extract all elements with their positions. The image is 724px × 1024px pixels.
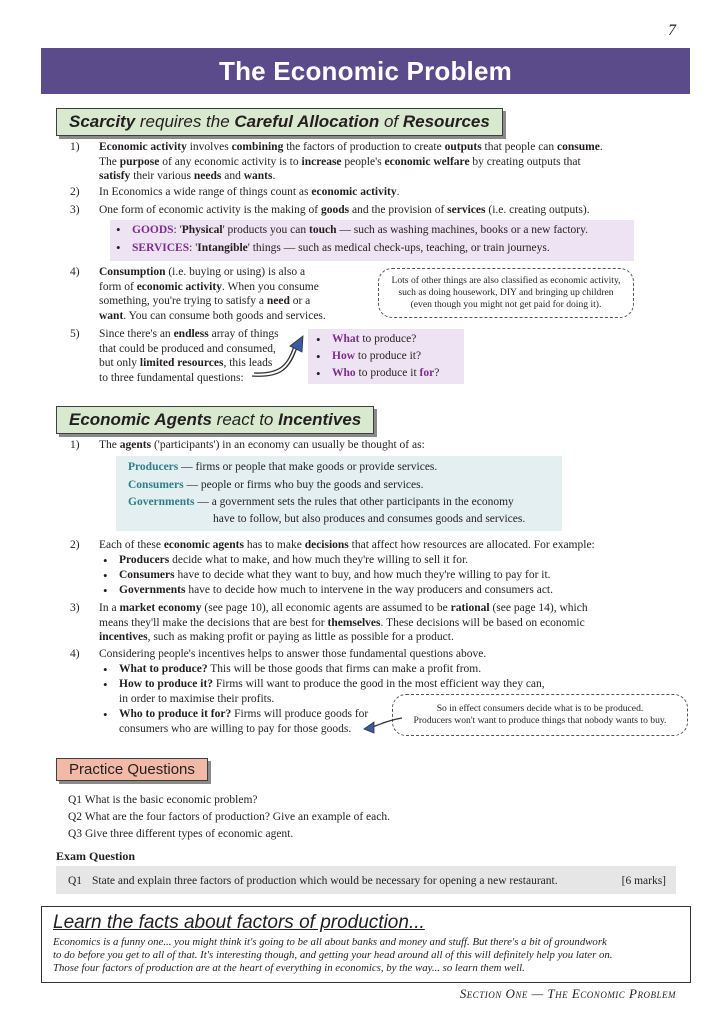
- heading-part: Incentives: [278, 410, 362, 429]
- services-bullet: [112, 241, 634, 256]
- text-run: — people or firms who buy the goods and services.: [183, 478, 424, 491]
- exam-question-box: [56, 866, 676, 894]
- paragraph-text: [99, 601, 689, 645]
- text-run: needs: [193, 170, 222, 182]
- paragraph-text: [99, 140, 669, 184]
- text-run: involves: [186, 141, 232, 153]
- question-text: What is the basic economic problem?: [84, 794, 258, 806]
- text-run: : ': [189, 241, 198, 254]
- page-title: The Economic Problem: [219, 55, 512, 86]
- heading-part: Scarcity: [69, 112, 136, 131]
- practice-question: [68, 792, 628, 809]
- text-run: In a: [99, 602, 120, 614]
- text-run: array of things: [208, 328, 279, 340]
- text-run: . You can consume both goods and services.: [123, 309, 326, 322]
- paragraph-number: 2): [70, 186, 80, 198]
- question-number: Q1: [68, 794, 83, 806]
- goods-services-box: [110, 220, 634, 261]
- text-run: touch: [308, 224, 337, 236]
- text-run: .: [396, 186, 400, 198]
- note-line: So in effect consumers decide what is to be produced.: [436, 703, 644, 714]
- text-run: combining: [231, 141, 284, 153]
- footer-section-label: Section One — The Economic Problem: [459, 986, 676, 1001]
- text-run: themselves: [327, 616, 381, 629]
- text-run: Firms will want to produce the good in the most efficient way they can,: [213, 677, 545, 690]
- question-number: Q3: [68, 828, 83, 840]
- heading-text: Practice Questions: [69, 761, 195, 778]
- text-run: What to produce?: [119, 662, 208, 675]
- text-run: Who: [332, 367, 356, 379]
- marks-label: [6 marks]: [621, 875, 666, 887]
- section-heading-scarcity: [56, 108, 503, 136]
- practice-question: [68, 809, 628, 826]
- text-run: decisions: [304, 539, 349, 551]
- question-what: [312, 331, 464, 348]
- text-run: or a: [289, 295, 311, 307]
- summary-line: Economics is a funny one... you might think it's going to be all about banks and money and stuff. But there's a bit of groundwork: [53, 936, 607, 948]
- paragraph-number: 2): [70, 539, 80, 551]
- text-run: ?: [434, 367, 440, 379]
- text-run: The: [99, 155, 120, 168]
- section-heading-practice-questions: [56, 758, 208, 781]
- text-run: form of: [99, 280, 137, 293]
- text-run: to produce it: [355, 367, 420, 379]
- question-number: Q1: [68, 875, 83, 887]
- text-run: .: [272, 170, 276, 182]
- text-run: Consumers: [119, 568, 175, 581]
- text-run: purpose: [119, 155, 160, 168]
- paragraph-text: [99, 185, 400, 200]
- text-run: Intangible: [197, 241, 248, 254]
- paragraph-text: [99, 538, 689, 598]
- text-run: : ': [173, 224, 182, 236]
- text-run: their various: [130, 170, 194, 182]
- paragraph-4: [70, 265, 360, 325]
- text-run: Since there's an: [99, 328, 174, 340]
- paragraph-number: 1): [70, 439, 80, 451]
- section-heading-economic-agents: [56, 406, 374, 434]
- curved-arrow-icon: [250, 330, 312, 382]
- text-run: . These decisions will be based on economic: [380, 616, 585, 629]
- text-run: want: [99, 309, 124, 322]
- text-run: incentives: [99, 631, 148, 643]
- text-run: the factors of production to create: [283, 141, 445, 153]
- text-run: — a government sets the rules that other participants in the economy: [194, 496, 514, 508]
- text-run: How to produce it?: [119, 677, 214, 690]
- text-run: SERVICES: [132, 241, 190, 254]
- text-run: .: [599, 141, 603, 153]
- text-run: This will be those goods that firms can make a profit from.: [207, 662, 482, 675]
- text-run: , this leads: [223, 357, 273, 369]
- text-run: How: [332, 350, 355, 362]
- note-cloud-consumers-decide: [392, 694, 688, 736]
- text-run: Consumption: [99, 266, 166, 278]
- agent-governments: [128, 494, 562, 512]
- note-line: Producers won't want to produce things that nobody wants to buy.: [413, 715, 667, 726]
- heading-part: react to: [211, 410, 279, 429]
- text-run: wants: [243, 170, 273, 182]
- paragraph-number: 4): [70, 266, 80, 278]
- text-run: economic activity: [311, 186, 397, 198]
- text-run: Consumers: [128, 478, 184, 491]
- text-run: . When you consume: [221, 280, 319, 293]
- question-text: Give three different types of economic agent.: [84, 828, 294, 840]
- text-run: goods: [320, 204, 350, 216]
- text-run: that people can: [481, 141, 558, 153]
- bullet-consumers: [99, 568, 689, 583]
- agents-paragraph-2: [70, 538, 690, 602]
- text-run: — such as washing machines, books or a new factory.: [336, 224, 589, 236]
- question-text: State and explain three factors of production which would be necessary for opening a new restaurant.: [92, 875, 558, 887]
- note-text: [391, 275, 620, 311]
- text-run: something, you're trying to satisfy a: [99, 295, 267, 307]
- practice-question: [68, 826, 628, 843]
- text-run: Firms will produce goods for: [231, 707, 369, 720]
- text-run: economic activity: [136, 280, 222, 293]
- note-text: [414, 703, 667, 727]
- text-run: consumers who are willing to pay for those goods.: [119, 722, 352, 735]
- paragraph-1: [70, 140, 670, 184]
- text-run: consume: [557, 141, 600, 153]
- paragraph-number: 1): [70, 141, 80, 153]
- text-run: What: [332, 333, 360, 345]
- text-run: agents: [119, 439, 152, 451]
- text-run: outputs: [444, 141, 482, 153]
- note-line: Lots of other things are also classified as economic activity,: [391, 275, 621, 286]
- text-run: (see page 14), which: [489, 602, 588, 614]
- text-run: have to decide how much to intervene in the way producers and consumers act.: [185, 583, 553, 596]
- text-run: Governments: [119, 583, 186, 596]
- question-number: Q2: [68, 811, 83, 823]
- title-bar: [41, 48, 690, 94]
- agents-box: [116, 456, 562, 531]
- text-run: ' products you can: [222, 224, 309, 236]
- text-run: market economy: [119, 602, 202, 614]
- text-run: GOODS: [132, 224, 174, 236]
- fundamental-questions-box: [308, 329, 464, 384]
- text-run: rational: [450, 602, 490, 614]
- paragraph-number: 5): [70, 328, 80, 340]
- bullet-governments: [99, 583, 689, 598]
- summary-title: Learn the facts about factors of production...: [53, 912, 425, 933]
- paragraph-text: [99, 203, 590, 218]
- paragraph-text: [99, 438, 425, 453]
- exam-question-heading: Exam Question: [56, 849, 136, 863]
- text-run: and: [221, 170, 244, 182]
- text-run: has to make: [244, 539, 305, 551]
- agent-consumers: [128, 477, 562, 495]
- heading-part: Careful Allocation: [234, 112, 380, 131]
- text-run: but only: [99, 357, 140, 369]
- summary-line: to do before you get to all of that. It's interesting though, and getting your head around all of this will definitely help you later on.: [53, 949, 613, 961]
- text-run: limited resources: [139, 357, 224, 369]
- text-run: (i.e. buying or using) is also a: [165, 266, 306, 278]
- heading-part: Economic Agents: [69, 410, 212, 429]
- paragraph-text: [99, 265, 364, 323]
- agents-paragraph-1: [70, 438, 670, 453]
- note-line: (even though you might not get paid for doing it).: [410, 299, 602, 310]
- text-run: , such as making profit or paying as little as possible for a product.: [147, 631, 454, 643]
- text-run: means they'll make the decisions that are best for: [99, 616, 328, 629]
- text-run: ' things — such as medical check-ups, teaching, or train journeys.: [247, 241, 550, 254]
- text-run: ('participants') in an economy can usually be thought of as:: [151, 439, 425, 451]
- question-how: [312, 348, 464, 365]
- text-run: decide what to make, and how much they're willing to sell it for.: [169, 553, 469, 566]
- bullet-what-to-produce: [99, 662, 619, 677]
- text-run: Economic activity: [99, 141, 187, 153]
- summary-box: [41, 906, 691, 983]
- text-run: by creating outputs that: [469, 155, 581, 168]
- heading-part: of: [379, 112, 403, 131]
- text-run: Producers: [119, 553, 170, 566]
- text-run: economic welfare: [384, 155, 470, 168]
- text-run: to produce?: [359, 333, 417, 345]
- text-run: Each of these: [99, 539, 164, 551]
- agent-producers: [128, 459, 562, 477]
- paragraph-number: 4): [70, 648, 80, 660]
- heading-part: requires the: [135, 112, 235, 131]
- paragraph-number: 3): [70, 204, 80, 216]
- text-run: Governments: [128, 496, 195, 508]
- text-run: (i.e. creating outputs).: [485, 204, 590, 216]
- summary-line: Those four factors of production are at the heart of everything in economics, by the way... so learn them well.: [53, 962, 525, 974]
- text-run: satisfy: [99, 170, 131, 182]
- note-cloud-economic-activity: [378, 268, 634, 318]
- text-run: have to decide what they want to buy, and how much they're willing to pay for it.: [174, 568, 551, 581]
- arrow-left-icon: [362, 712, 404, 734]
- practice-questions-list: [68, 792, 628, 843]
- text-run: to produce it?: [355, 350, 422, 362]
- agents-paragraph-3: [70, 601, 690, 645]
- text-run: economic agents: [163, 539, 244, 551]
- text-run: in order to maximise their profits.: [119, 692, 275, 705]
- text-run: and the provision of: [349, 204, 448, 216]
- text-run: Considering people's incentives helps to answer those fundamental questions above.: [99, 648, 487, 660]
- text-run: need: [266, 295, 290, 307]
- text-run: One form of economic activity is the making of: [99, 204, 321, 216]
- note-line: such as doing housework, DIY and bringing up children: [398, 287, 614, 298]
- paragraph-number: 3): [70, 602, 80, 614]
- text-run: Physical: [181, 224, 223, 236]
- text-run: of any economic activity is to: [159, 155, 302, 168]
- text-run: increase: [301, 155, 342, 168]
- text-run: that could be produced and consumed,: [99, 342, 276, 355]
- question-text: What are the four factors of production? Give an example of each.: [84, 811, 390, 823]
- text-run: endless: [173, 328, 209, 340]
- goods-bullet: [112, 223, 634, 238]
- text-run: The: [99, 439, 120, 451]
- text-run: In Economics a wide range of things count as: [99, 186, 312, 198]
- text-run: for: [419, 367, 435, 379]
- text-run: that affect how resources are allocated. For example:: [348, 539, 595, 551]
- text-run: — firms or people that make goods or provide services.: [178, 461, 438, 473]
- paragraph-3: [70, 203, 670, 218]
- paragraph-2: [70, 185, 670, 200]
- text-run: have to follow, but also produces and consumes goods and services.: [213, 512, 526, 525]
- page-number: 7: [668, 22, 676, 39]
- text-run: services: [447, 204, 486, 216]
- text-run: people's: [341, 155, 385, 168]
- heading-part: Resources: [402, 112, 490, 131]
- text-run: Who to produce it for?: [119, 707, 232, 720]
- bullet-producers: [99, 553, 689, 568]
- agent-governments-cont: [213, 512, 562, 526]
- summary-text: [53, 936, 690, 975]
- text-run: (see page 10), all economic agents are assumed to be: [201, 602, 451, 614]
- question-who: [312, 365, 464, 382]
- text-run: Producers: [128, 461, 179, 473]
- text-run: to three fundamental questions:: [99, 371, 244, 384]
